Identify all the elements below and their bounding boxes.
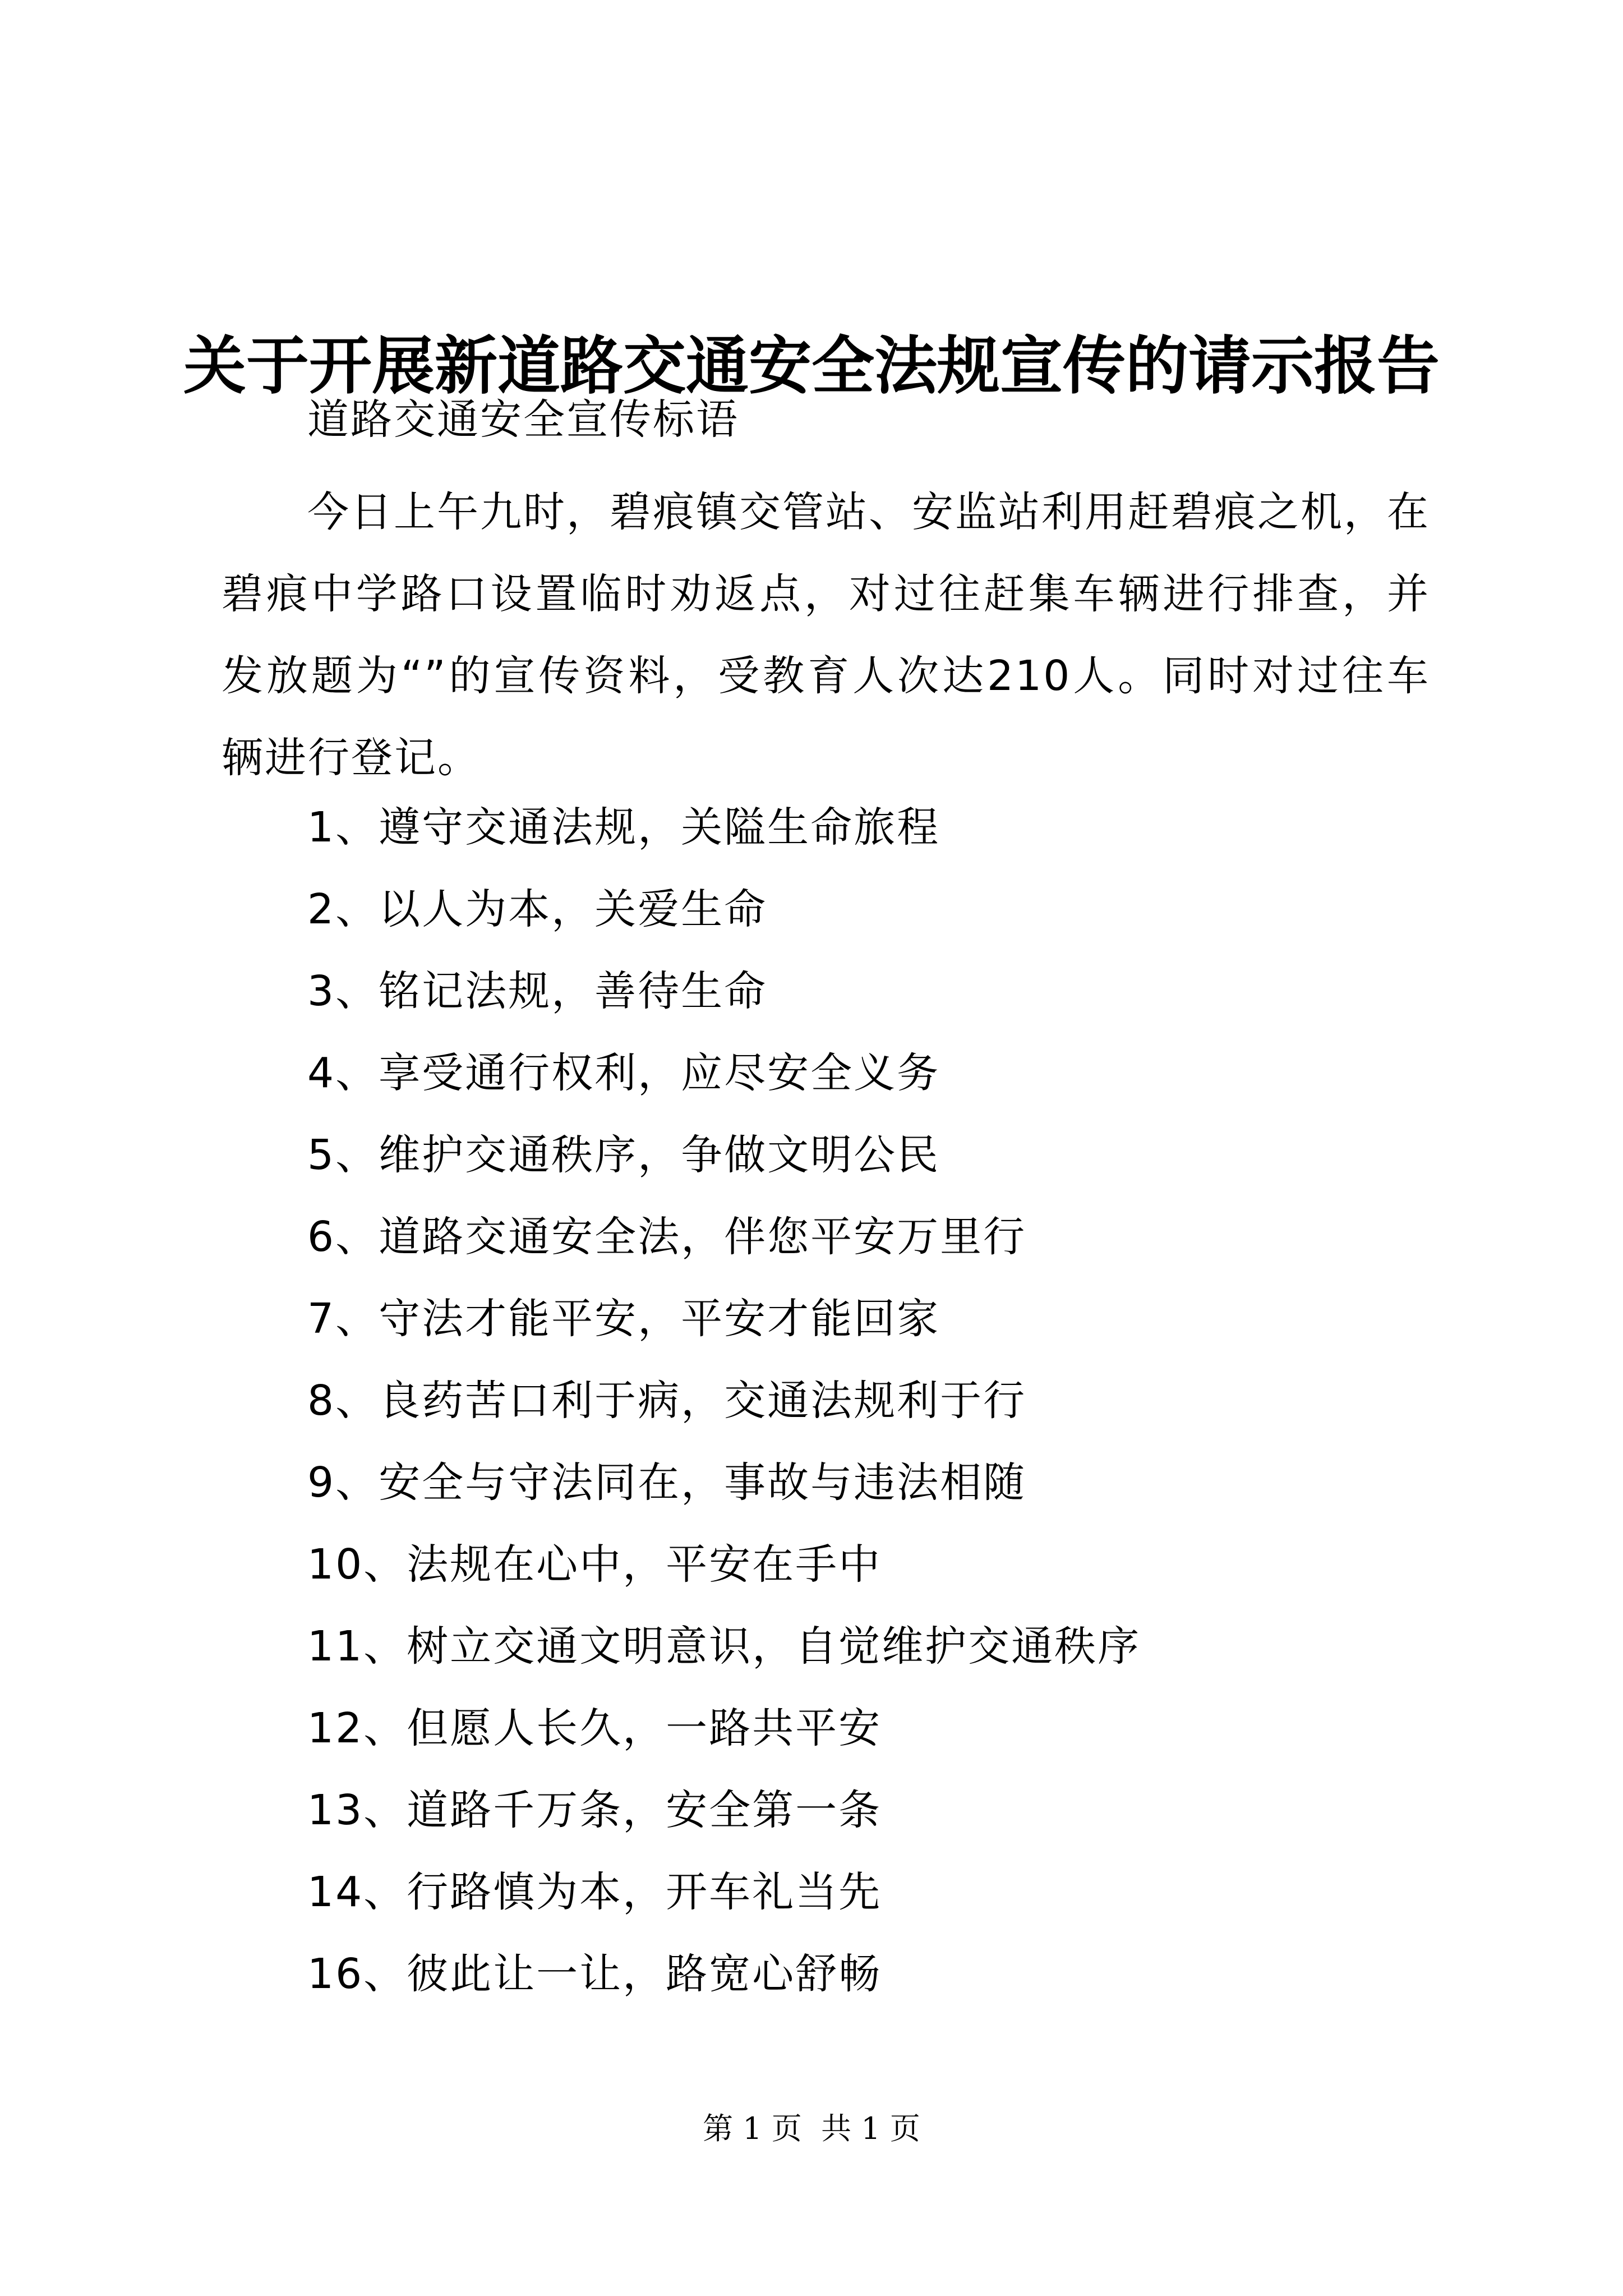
slogan-item: 13、道路千万条，安全第一条 [307,1786,882,1834]
slogan-item: 12、但愿人长久，一路共平安 [307,1704,882,1752]
slogan-item: 2、以人为本，关爱生命 [307,885,768,933]
slogan-item: 10、法规在心中，平安在手中 [307,1540,882,1589]
slogan-item: 8、良药苦口利于病，交通法规利于行 [307,1377,1027,1425]
slogan-item: 11、树立交通文明意识，自觉维护交通秩序 [307,1622,1141,1671]
slogan-item: 16、彼此让一让，路宽心舒畅 [307,1950,882,1998]
slogan-item: 4、享受通行权利，应尽安全义务 [307,1049,940,1097]
slogan-item: 3、铭记法规，善待生命 [307,967,768,1015]
document-title: 关于开展新道路交通安全法规宣传的请示报告 [183,329,1440,403]
page-number-footer: 第 1 页 共 1 页 [703,2111,920,2146]
slogan-item: 7、守法才能平安，平安才能回家 [307,1295,940,1343]
intro-paragraph: 今日上午九时，碧痕镇交管站、安监站利用赶碧痕之机，在碧痕中学路口设置临时劝返点，对过往赶集车辆进行排查，并发放题为“”的宣传资料，受教育人次达210人。同时对过往车辆进行登记。 [222,488,1430,782]
slogan-item: 1、遵守交通法规，关隘生命旅程 [307,803,940,852]
slogan-item: 5、维护交通秩序，争做文明公民 [307,1131,940,1179]
slogan-item: 9、安全与守法同在，事故与违法相随 [307,1458,1027,1507]
slogan-item: 6、道路交通安全法，伴您平安万里行 [307,1213,1027,1261]
slogan-section-heading: 道路交通安全宣传标语 [307,395,739,444]
slogan-item: 14、行路慎为本，开车礼当先 [307,1868,882,1916]
slogan-list [307,786,1429,2015]
